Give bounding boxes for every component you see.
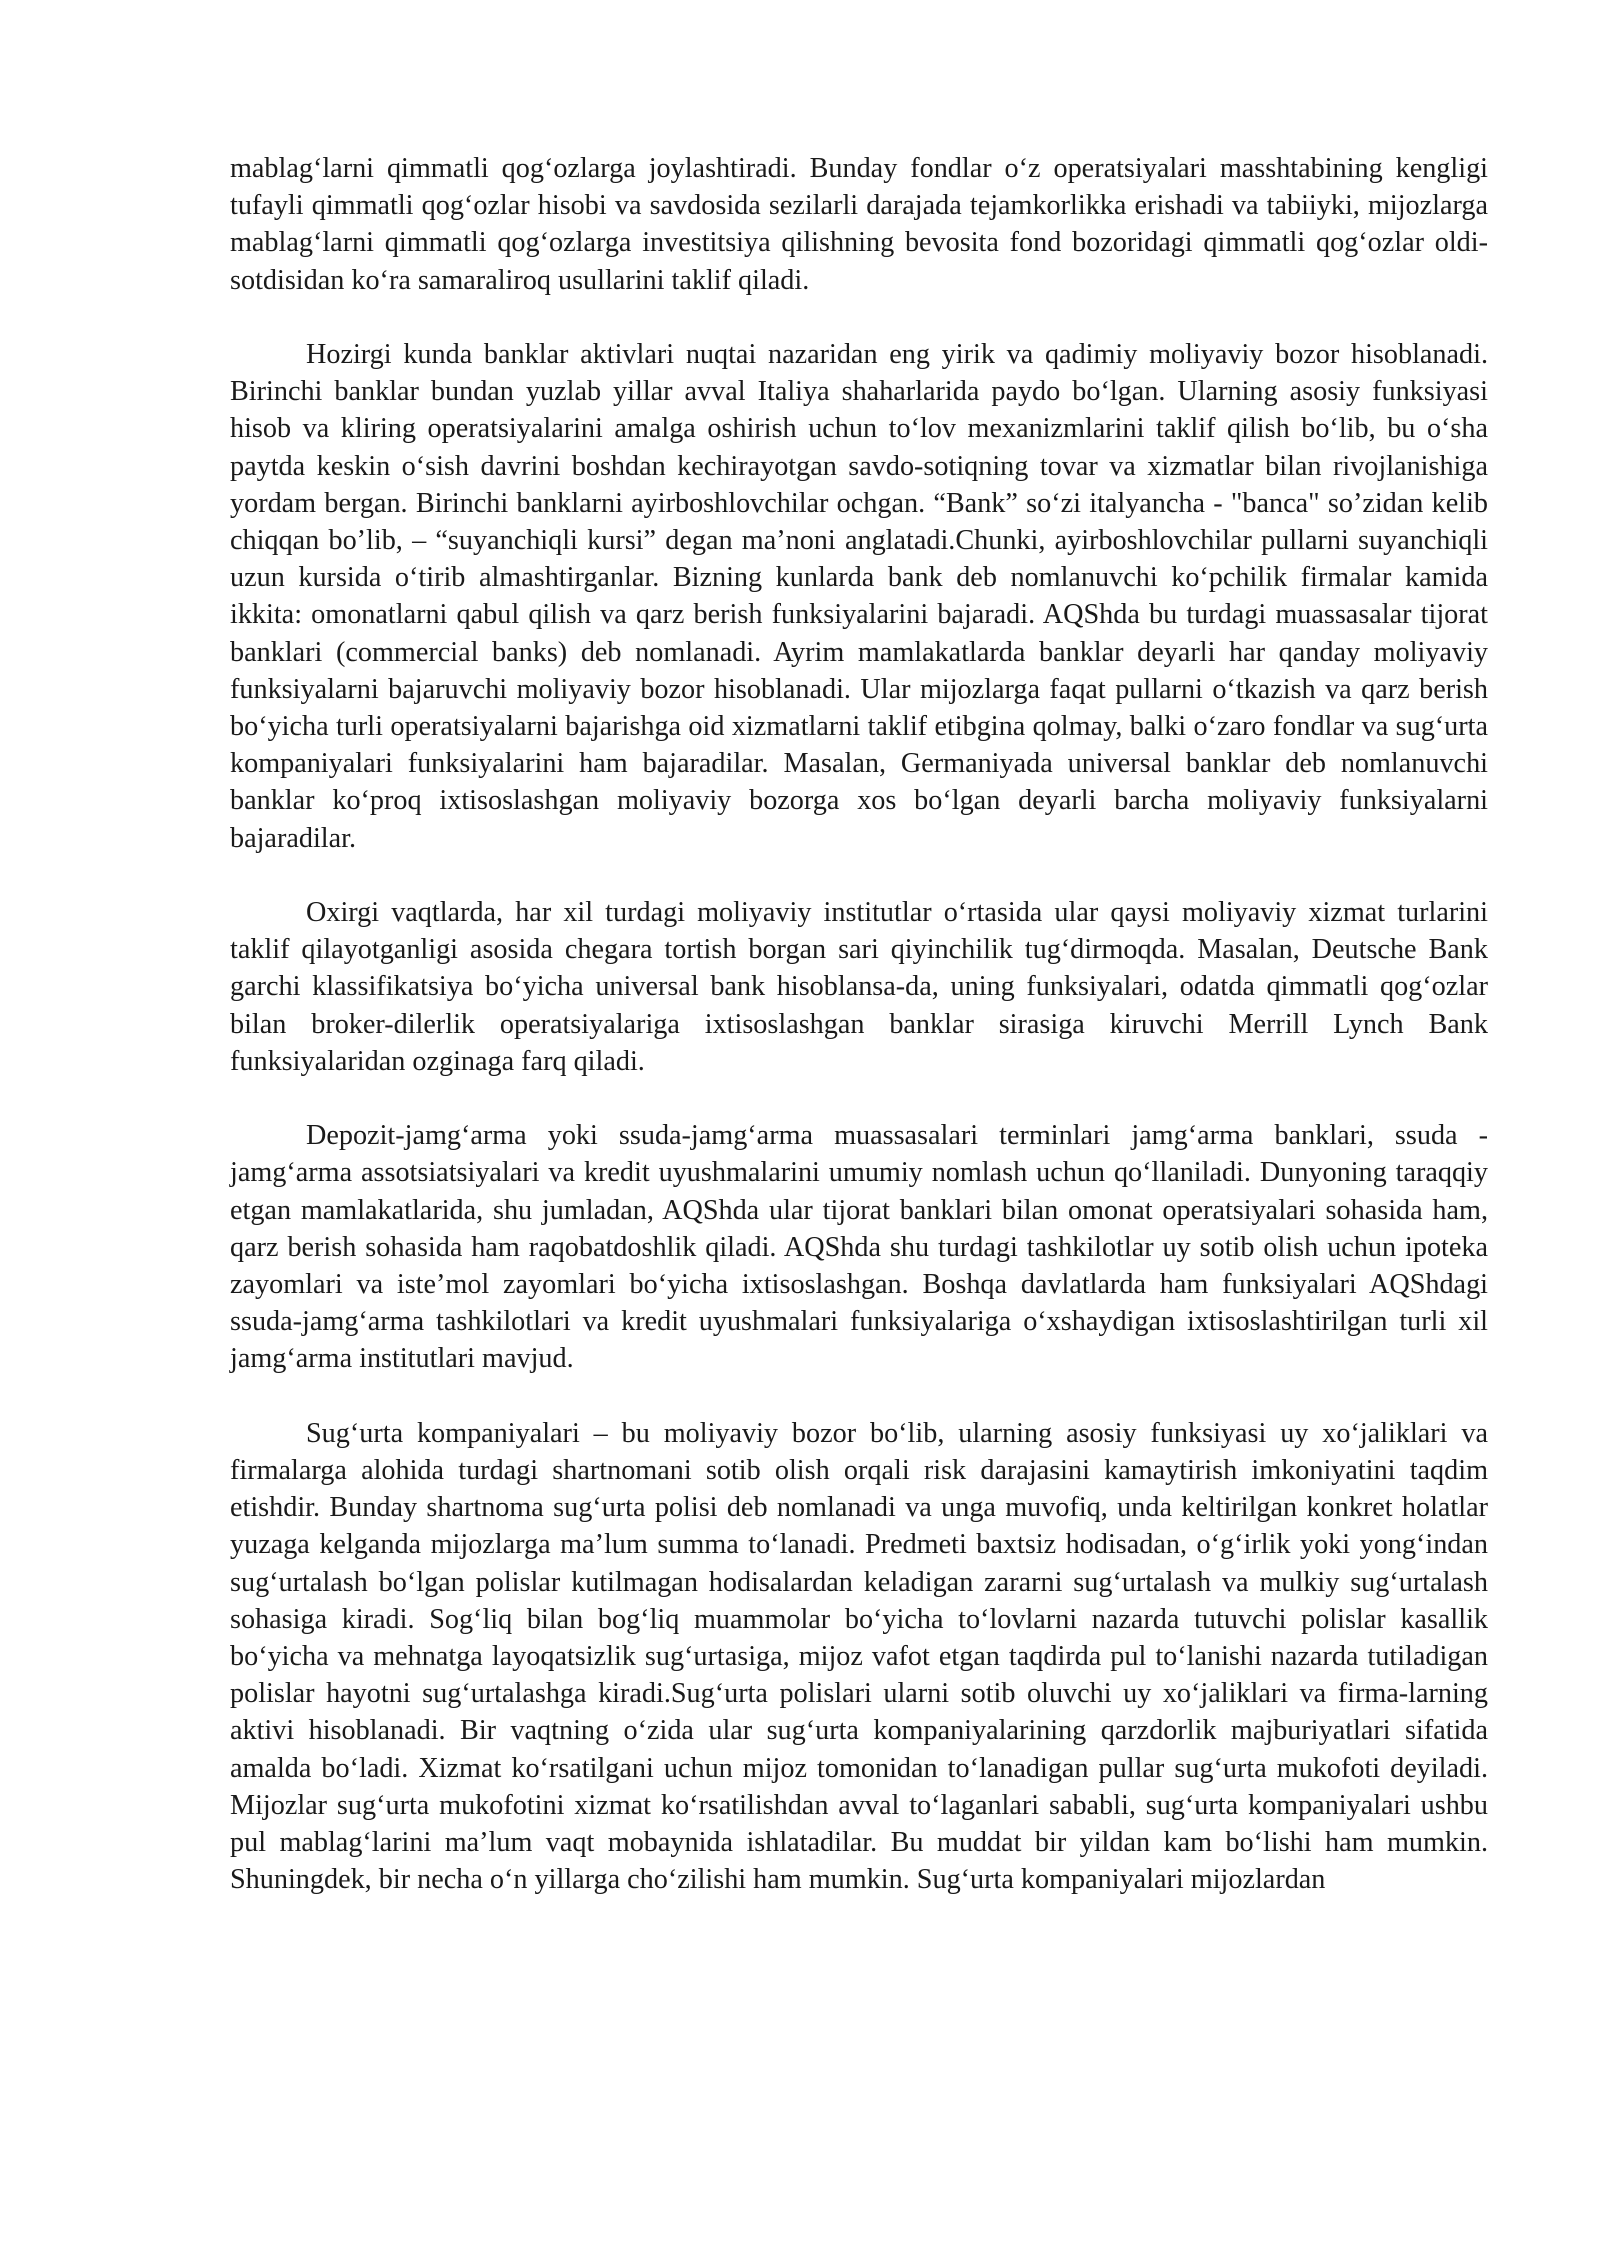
- paragraph-continuation: mablag‘larni qimmatli qog‘ozlarga joylashtiradi. Bunday fondlar o‘z operatsiyalari masshtabining kengligi tufayli qimmatli qog‘ozlar hisobi va savdosida sezilarli darajada tejamkorlikka erishadi va tabiiyki, mijozlarga mablag‘larni qimmatli qog‘ozlarga investitsiya qilishning bevosita fond bozoridagi qimmatli qog‘ozlar oldi-sotdisidan ko‘ra samaraliroq usullarini taklif qiladi.: [230, 153, 1488, 296]
- paragraph-savings: Depozit-jamg‘arma yoki ssuda-jamg‘arma muassasalari terminlari jamg‘arma banklari, ssuda -jamg‘arma assotsiatsiyalari va kredit uyushmalarini umumiy nomlash uchun qo‘llaniladi. Dunyoning taraqqiy etgan mamlakatlarida, shu jumladan, AQShda ular tijorat banklari bilan omonat operatsiyalari sohasida ham, qarz berish sohasida ham raqobatdoshlik qiladi. AQShda shu turdagi tashkilotlar uy sotib olish uchun ipoteka zayomlari va iste’mol zayomlari bo‘yicha ixtisoslashgan. Boshqa davlatlarda ham funksiyalari AQShdagi ssuda-jamg‘arma tashkilotlari va kredit uyushmalari funksiyalariga o‘xshaydigan ixtisoslashtirilgan turli xil jamg‘arma institutlari mavjud.: [230, 1120, 1488, 1375]
- document-page: [230, 150, 1488, 1898]
- paragraph-banks: Hozirgi kunda banklar aktivlari nuqtai nazaridan eng yirik va qadimiy moliyaviy bozor hisoblanadi. Birinchi banklar bundan yuzlab yillar avval Italiya shaharlarida paydo bo‘lgan. Ularning asosiy funksiyasi hisob va kliring operatsiyalarini amalga oshirish uchun to‘lov mexanizmlarini taklif qilish bo‘lib, bu o‘sha paytda keskin o‘sish davrini boshdan kechirayotgan savdo-sotiqning tovar va xizmatlar bilan rivojlanishiga yordam bergan. Birinchi banklarni ayirboshlovchilar ochgan. “Bank” so‘zi italyancha - "banca" so’zidan kelib chiqqan bo’lib, – “suyanchiqli kursi” degan ma’noni anglatadi.Chunki, ayirboshlovchilar pullarni suyanchiqli uzun kursida o‘tirib almashtirganlar. Bizning kunlarda bank deb nomlanuvchi ko‘pchilik firmalar kamida ikkita: omonatlarni qabul qilish va qarz berish funksiyalarini bajaradi. AQShda bu turdagi muassasalar tijorat banklari (commercial banks) deb nomlanadi. Ayrim mamlakatlarda banklar deyarli har qanday moliyaviy funksiyalarni bajaruvchi moliyaviy bozor hisoblanadi. Ular mijozlarga faqat pullarni o‘tkazish va qarz berish bo‘yicha turli operatsiyalarni bajarishga oid xizmatlarni taklif etibgina qolmay, balki o‘zaro fondlar va sug‘urta kompaniyalari funksiyalarini ham bajaradilar. Masalan, Germaniyada universal banklar deb nomlanuvchi banklar ko‘proq ixtisoslashgan moliyaviy bozorga xos bo‘lgan deyarli barcha moliyaviy funksiyalarni bajaradilar.: [230, 339, 1488, 854]
- paragraph-insurance: Sug‘urta kompaniyalari – bu moliyaviy bozor bo‘lib, ularning asosiy funksiyasi uy xo‘jaliklari va firmalarga alohida turdagi shartnomani sotib olish orqali risk darajasini kamaytirish imkoniyatini taqdim etishdir. Bunday shartnoma sug‘urta polisi deb nomlanadi va unga muvofiq, unda keltirilgan konkret holatlar yuzaga kelganda mijozlarga ma’lum summa to‘lanadi. Predmeti baxtsiz hodisadan, o‘g‘irlik yoki yong‘indan sug‘urtalash bo‘lgan polislar kutilmagan hodisalardan keladigan zararni sug‘urtalash va mulkiy sug‘urtalash sohasiga kiradi. Sog‘liq bilan bog‘liq muammolar bo‘yicha to‘lovlarni nazarda tutuvchi polislar kasallik bo‘yicha va mehnatga layoqatsizlik sug‘urtasiga, mijoz vafot etgan taqdirda pul to‘lanishi nazarda tutiladigan polislar hayotni sug‘urtalashga kiradi.Sug‘urta polislari ularni sotib oluvchi uy xo‘jaliklari va firma-larning aktivi hisoblanadi. Bir vaqtning o‘zida ular sug‘urta kompaniyalarining qarzdorlik majburiyatlari sifatida amalda bo‘ladi. Xizmat ko‘rsatilgani uchun mijoz tomonidan to‘lanadigan pullar sug‘urta mukofoti deyiladi. Mijozlar sug‘urta mukofotini xizmat ko‘rsatilishdan avval to‘laganlari sababli, sug‘urta kompaniyalari ushbu pul mablag‘larini ma’lum vaqt mobaynida ishlatadilar. Bu muddat bir yildan kam bo‘lishi ham mumkin. Shuningdek, bir necha o‘n yillarga cho‘zilishi ham mumkin. Sug‘urta kompaniyalari mijozlardan: [230, 1417, 1488, 1896]
- paragraph-institutions: Oxirgi vaqtlarda, har xil turdagi moliyaviy institutlar o‘rtasida ular qaysi moliyaviy xizmat turlarini taklif qilayotganligi asosida chegara tortish borgan sari qiyinchilik tug‘dirmoqda. Masalan, Deutsche Bank garchi klassifikatsiya bo‘yicha universal bank hisoblansa-da, uning funksiyalari, odatda qimmatli qog‘ozlar bilan broker-dilerlik operatsiyalariga ixtisoslashgan banklar sirasiga kiruvchi Merrill Lynch Bank funksiyalaridan ozginaga farq qiladi.: [230, 897, 1488, 1077]
